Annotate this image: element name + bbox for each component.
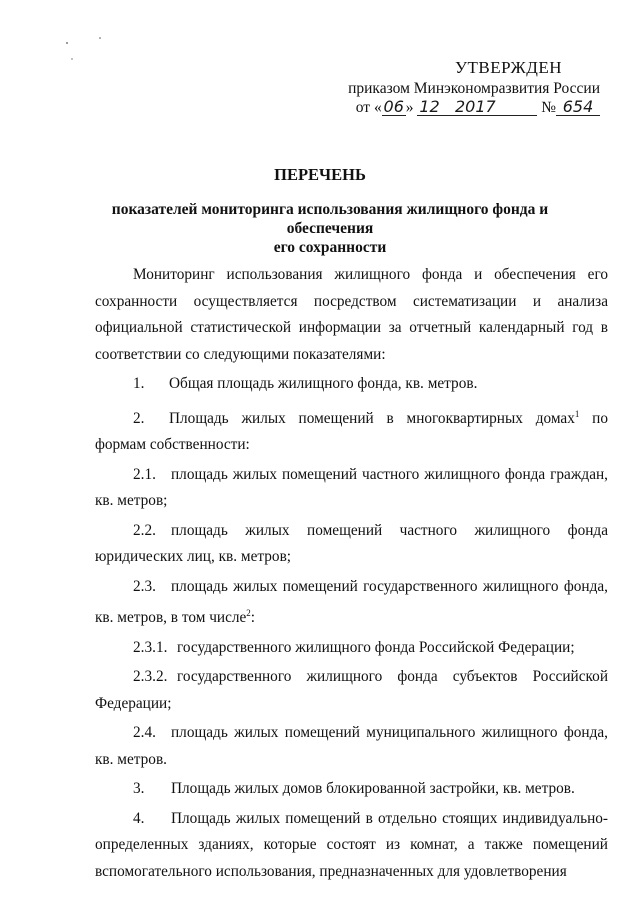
item-2-3 (95, 574, 608, 632)
item-4 (95, 806, 608, 886)
intro-paragraph: Мониторинг использования жилищного фонда и обеспечения его сохранности осуществляется посредством систематизации и анализа официальной статистической информации за отчетный календарный год в соответствии со следующими показателями: (95, 266, 608, 363)
item-2-2-text: площадь жилых помещений частного жилищного фонда юридических лиц, кв. метров; (95, 521, 608, 566)
order-date-line (348, 98, 600, 117)
item-2-1-text: площадь жилых помещений частного жилищного фонда граждан, кв. метров; (95, 465, 608, 510)
subtitle-line-1: показателей мониторинга использования жилищного фонда и обеспечения (111, 201, 549, 237)
item-2-2-number: 2.2. (133, 521, 156, 539)
item-4-text: Площадь жилых помещений в отдельно стоящих индивидуально-определенных зданиях, которые состоят из комнат, а также помещений вспомогательного использования, предназначенных для удовлетворения (95, 809, 608, 880)
date-month: 12 (419, 97, 440, 116)
item-2-3-2-number: 2.3.2. (133, 668, 168, 686)
footnote-2-marker: 2 (246, 608, 251, 619)
item-2-number: 2. (133, 409, 145, 427)
document-subtitle (70, 200, 590, 257)
item-4-number: 4. (133, 809, 145, 827)
date-year: 2017 (454, 97, 496, 116)
item-2-4 (95, 720, 608, 773)
item-2-3-text: площадь жилых помещений государственного жилищного фонда, кв. метров, в том числе (95, 577, 608, 627)
date-sep: » (405, 99, 414, 116)
item-2-1-number: 2.1. (133, 465, 156, 483)
item-2-3-number: 2.3. (133, 577, 156, 595)
item-2-2 (95, 518, 608, 571)
item-2-3-2-text: государственного жилищного фонда субъектов Российской Федерации; (95, 668, 608, 712)
item-2-1 (95, 462, 608, 515)
date-day: 06 (383, 97, 404, 116)
item-1 (95, 371, 608, 398)
item-2-3-1-text: государственного жилищного фонда Российской Федерации; (177, 638, 575, 656)
item-2-text-b: по формам собственности: (95, 409, 608, 454)
date-month-year (417, 99, 537, 116)
item-2-text-a: Площадь жилых помещений в многоквартирных домах (169, 409, 575, 427)
item-2-3-tail: : (250, 609, 256, 627)
approved-label: УТВЕРЖДЕН (455, 58, 562, 77)
item-2-4-text: площадь жилых помещений муниципального жилищного фонда, кв. метров. (95, 724, 608, 768)
item-2 (95, 401, 608, 459)
item-2-3-2 (95, 664, 608, 717)
footnote-1-marker: 1 (574, 408, 580, 419)
order-by-line: приказом Минэкономразвития России (348, 80, 600, 97)
item-2-3-1 (95, 635, 608, 662)
item-1-number: 1. (133, 375, 145, 392)
document-title: ПЕРЕЧЕНЬ (274, 165, 366, 184)
number-prefix: № (541, 99, 556, 116)
item-3 (95, 776, 608, 803)
order-number: 654 (556, 99, 600, 116)
approval-block (348, 58, 600, 117)
item-2-3-1-number: 2.3.1. (133, 638, 168, 656)
subtitle-line-2: его сохранности (273, 239, 387, 256)
item-2-4-number: 2.4. (133, 724, 156, 742)
item-3-text: Площадь жилых домов блокированной застройки, кв. метров. (171, 780, 575, 798)
document-body (95, 262, 608, 885)
scan-specks (64, 35, 114, 75)
date-prefix: от « (355, 99, 382, 116)
item-3-number: 3. (133, 780, 145, 798)
item-1-text: Общая площадь жилищного фонда, кв. метров. (169, 375, 478, 392)
